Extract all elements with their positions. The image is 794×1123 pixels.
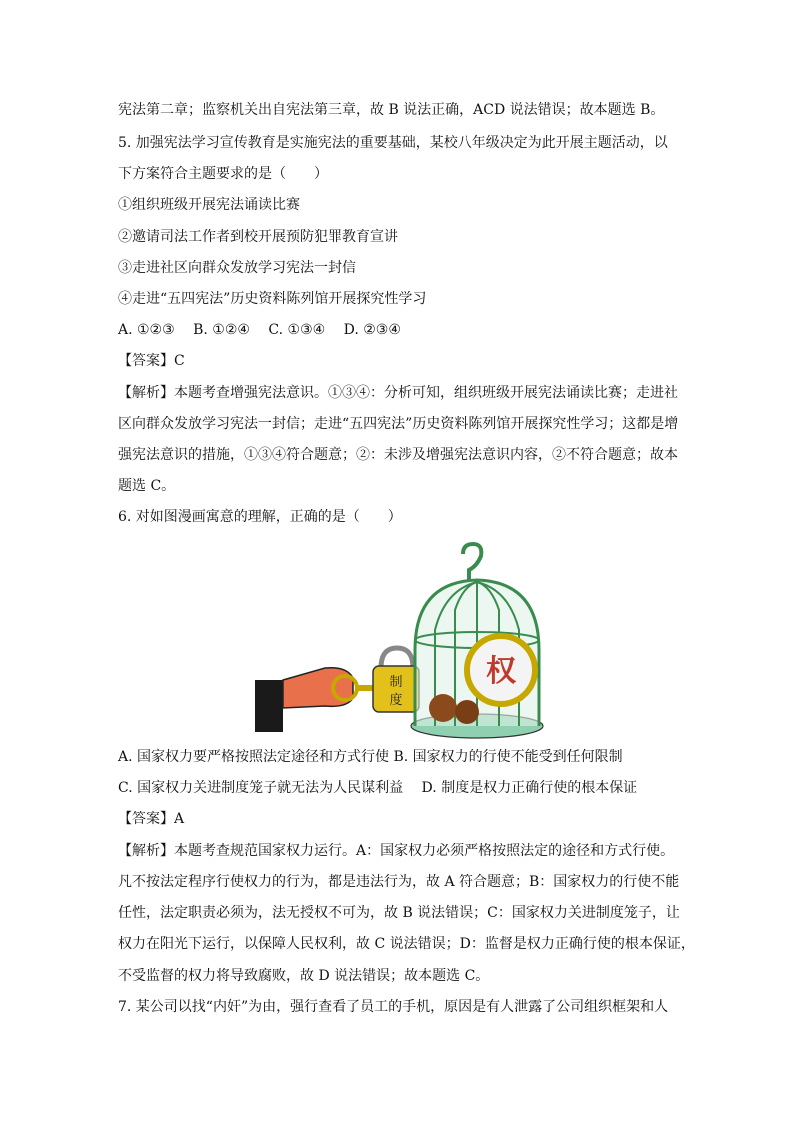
lock-text-1: 制 (389, 675, 403, 690)
q5-analysis-cont: 区向群众发放学习宪法一封信；走进“五四宪法”历史资料陈列馆开展探究性学习；这都是增 (118, 416, 679, 432)
question-7-stem: 7. 某公司以找“内奸”为由，强行查看了员工的手机，原因是有人泄露了公司组织框架和人 (118, 999, 669, 1015)
q5-analysis-cont: 题选 C。 (118, 478, 176, 494)
q6-analysis: 【解析】本题考查规范国家权力运行。A：国家权力必须严格按照法定的途径和方式行使。 (118, 843, 675, 859)
q6-analysis-cont: 任性，法定职责必须为，法无授权不可为，故 B 说法错误；C：国家权力关进制度笼子，让 (118, 905, 680, 921)
q6-answer: 【答案】A (118, 811, 185, 827)
q6-choices-cd: C. 国家权力关进制度笼子就无法为人民谋利益 D. 制度是权力正确行使的根本保证 (118, 780, 638, 796)
q5-option-1: ①组织班级开展宪法诵读比赛 (118, 197, 300, 213)
ball (429, 694, 457, 722)
q5-option-4: ④走进“五四宪法”历史资料陈列馆开展探究性学习 (118, 291, 427, 307)
question-5-stem-cont: 下方案符合主题要求的是（ ） (118, 166, 328, 182)
q6-choices-ab: A. 国家权力要严格按照法定途径和方式行使 B. 国家权力的行使不能受到任何限制 (118, 749, 623, 765)
ball (455, 700, 479, 724)
question-5-stem: 5. 加强宪法学习宣传教育是实施宪法的重要基础，某校八年级决定为此开展主题活动，以 (118, 135, 668, 151)
q5-analysis: 【解析】本题考查增强宪法意识。①③④：分析可知，组织班级开展宪法诵读比赛；走进社 (118, 385, 678, 401)
cage-hook (463, 544, 481, 580)
q5-option-3: ③走进社区向群众发放学习宪法一封信 (118, 260, 356, 276)
q6-analysis-cont: 凡不按法定程序行使权力的行为，都是违法行为，故 A 符合题意；B：国家权力的行使不能 (118, 874, 680, 890)
sleeve (255, 680, 283, 732)
q5-analysis-cont: 强宪法意识的措施，①③④符合题意；②：未涉及增强宪法意识内容，②不符合题意；故本 (118, 447, 678, 463)
lock-shackle (381, 648, 413, 668)
question-6-stem: 6. 对如图漫画寓意的理解，正确的是（ ） (118, 509, 402, 525)
q6-analysis-cont: 不受监督的权力将导致腐败，故 D 说法错误；故本题选 C。 (118, 968, 490, 984)
key-shaft (355, 685, 375, 691)
q5-answer: 【答案】C (118, 353, 185, 369)
q5-option-2: ②邀请司法工作者到校开展预防犯罪教育宣讲 (118, 229, 398, 245)
q5-choices: A. ①②③ B. ①②④ C. ①③④ D. ②③④ (118, 322, 401, 338)
power-ball-text: 权 (486, 654, 516, 689)
cartoon-power-in-cage (255, 540, 545, 740)
lock-text-2: 度 (389, 693, 403, 708)
hand (283, 668, 353, 708)
q6-analysis-cont: 权力在阳光下运行，以保障人民权利，故 C 说法错误；D：监督是权力正确行使的根本保证， (118, 936, 695, 952)
text-line: 宪法第二章；监察机关出自宪法第三章，故 B 说法正确，ACD 说法错误；故本题选 B。 (118, 102, 665, 118)
